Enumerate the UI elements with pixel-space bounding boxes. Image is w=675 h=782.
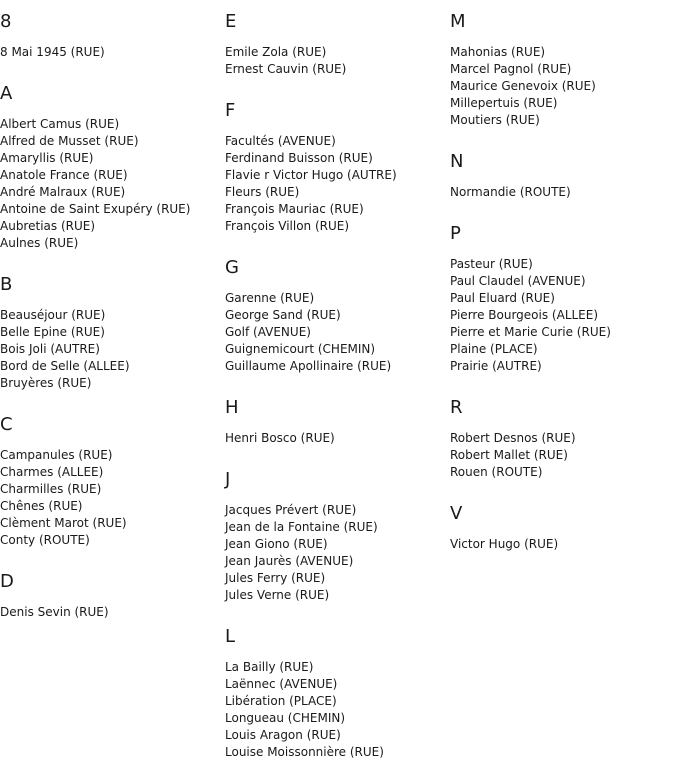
street-link[interactable]: Flavie r Victor Hugo (AUTRE) bbox=[225, 168, 397, 182]
street-link[interactable]: Millepertuis (RUE) bbox=[450, 96, 558, 110]
street-link[interactable]: Libération (PLACE) bbox=[225, 694, 337, 708]
street-link[interactable]: Marcel Pagnol (RUE) bbox=[450, 62, 572, 76]
section-letter-heading: J bbox=[225, 469, 231, 490]
street-link[interactable]: Laënnec (AVENUE) bbox=[225, 677, 338, 691]
street-link[interactable]: Normandie (ROUTE) bbox=[450, 185, 571, 199]
street-link[interactable]: Emile Zola (RUE) bbox=[225, 45, 327, 59]
street-link[interactable]: Chênes (RUE) bbox=[0, 499, 83, 513]
letter-section bbox=[0, 82, 220, 252]
street-link[interactable]: Denis Sevin (RUE) bbox=[0, 605, 109, 619]
street-column-1 bbox=[0, 10, 220, 642]
street-link[interactable]: 8 Mai 1945 (RUE) bbox=[0, 45, 105, 59]
street-link[interactable]: Belle Epine (RUE) bbox=[0, 325, 105, 339]
letter-section bbox=[225, 10, 445, 78]
street-link[interactable]: Bord de Selle (ALLEE) bbox=[0, 359, 130, 373]
street-link[interactable]: Fleurs (RUE) bbox=[225, 185, 300, 199]
street-link[interactable]: Moutiers (RUE) bbox=[450, 113, 540, 127]
street-link[interactable]: Jean de la Fontaine (RUE) bbox=[225, 520, 378, 534]
street-column-3 bbox=[450, 10, 670, 574]
street-link[interactable]: Bois Joli (AUTRE) bbox=[0, 342, 100, 356]
street-link[interactable]: Jacques Prévert (RUE) bbox=[225, 503, 357, 517]
street-link[interactable]: Prairie (AUTRE) bbox=[450, 359, 542, 373]
street-link[interactable]: Pasteur (RUE) bbox=[450, 257, 533, 271]
letter-section bbox=[225, 396, 445, 447]
section-letter-heading: 8 bbox=[0, 11, 12, 32]
street-link[interactable]: Robert Desnos (RUE) bbox=[450, 431, 576, 445]
street-link[interactable]: Aubretias (RUE) bbox=[0, 219, 96, 233]
street-column-2 bbox=[225, 10, 445, 782]
street-link[interactable]: Paul Eluard (RUE) bbox=[450, 291, 555, 305]
street-link[interactable]: Charmilles (RUE) bbox=[0, 482, 102, 496]
letter-section bbox=[225, 468, 445, 604]
street-link[interactable]: Charmes (ALLEE) bbox=[0, 465, 104, 479]
street-link[interactable]: Robert Mallet (RUE) bbox=[450, 448, 568, 462]
section-letter-heading: N bbox=[450, 151, 464, 172]
street-link[interactable]: Jules Verne (RUE) bbox=[225, 588, 330, 602]
street-link[interactable]: La Bailly (RUE) bbox=[225, 660, 314, 674]
section-letter-heading: H bbox=[225, 397, 239, 418]
section-letter-heading: P bbox=[450, 223, 461, 244]
street-link[interactable]: Beauséjour (RUE) bbox=[0, 308, 106, 322]
street-link[interactable]: Campanules (RUE) bbox=[0, 448, 113, 462]
street-link[interactable]: Garenne (RUE) bbox=[225, 291, 315, 305]
street-link[interactable]: Maurice Genevoix (RUE) bbox=[450, 79, 596, 93]
street-link[interactable]: Clèment Marot (RUE) bbox=[0, 516, 127, 530]
letter-section bbox=[450, 502, 670, 553]
street-link[interactable]: Antoine de Saint Exupéry (RUE) bbox=[0, 202, 191, 216]
section-letter-heading: L bbox=[225, 626, 236, 647]
street-link[interactable]: Ernest Cauvin (RUE) bbox=[225, 62, 347, 76]
street-link[interactable]: Longueau (CHEMIN) bbox=[225, 711, 346, 725]
letter-section bbox=[450, 10, 670, 129]
section-letter-heading: A bbox=[0, 83, 13, 104]
section-letter-heading: D bbox=[0, 571, 14, 592]
letter-section bbox=[0, 413, 220, 549]
section-letter-heading: B bbox=[0, 274, 13, 295]
street-link[interactable]: André Malraux (RUE) bbox=[0, 185, 126, 199]
street-link[interactable]: Victor Hugo (RUE) bbox=[450, 537, 559, 551]
street-link[interactable]: François Mauriac (RUE) bbox=[225, 202, 364, 216]
street-link[interactable]: Bruyères (RUE) bbox=[0, 376, 92, 390]
letter-section bbox=[0, 10, 220, 61]
street-link[interactable]: Plaine (PLACE) bbox=[450, 342, 538, 356]
letter-section bbox=[0, 273, 220, 392]
section-letter-heading: R bbox=[450, 397, 463, 418]
section-letter-heading: F bbox=[225, 100, 236, 121]
section-letter-heading: M bbox=[450, 11, 466, 32]
letter-section bbox=[225, 625, 445, 761]
letter-section bbox=[450, 150, 670, 201]
street-link[interactable]: Conty (ROUTE) bbox=[0, 533, 90, 547]
street-link[interactable]: Amaryllis (RUE) bbox=[0, 151, 94, 165]
letter-section bbox=[450, 222, 670, 375]
section-letter-heading: E bbox=[225, 11, 237, 32]
section-letter-heading: V bbox=[450, 503, 463, 524]
street-link[interactable]: Jean Giono (RUE) bbox=[225, 537, 328, 551]
letter-section bbox=[450, 396, 670, 481]
street-link[interactable]: Jean Jaurès (AVENUE) bbox=[225, 554, 354, 568]
street-link[interactable]: Facultés (AVENUE) bbox=[225, 134, 336, 148]
letter-section bbox=[0, 570, 220, 621]
street-link[interactable]: Aulnes (RUE) bbox=[0, 236, 79, 250]
street-link[interactable]: Anatole France (RUE) bbox=[0, 168, 128, 182]
street-link[interactable]: Mahonias (RUE) bbox=[450, 45, 546, 59]
street-link[interactable]: George Sand (RUE) bbox=[225, 308, 341, 322]
street-link[interactable]: Jules Ferry (RUE) bbox=[225, 571, 326, 585]
street-link[interactable]: Rouen (ROUTE) bbox=[450, 465, 543, 479]
street-link[interactable]: Guignemicourt (CHEMIN) bbox=[225, 342, 376, 356]
section-letter-heading: G bbox=[225, 257, 239, 278]
street-link[interactable]: Pierre et Marie Curie (RUE) bbox=[450, 325, 611, 339]
street-link[interactable]: Henri Bosco (RUE) bbox=[225, 431, 335, 445]
street-link[interactable]: Albert Camus (RUE) bbox=[0, 117, 120, 131]
street-link[interactable]: Ferdinand Buisson (RUE) bbox=[225, 151, 373, 165]
section-letter-heading: C bbox=[0, 414, 13, 435]
street-link[interactable]: Guillaume Apollinaire (RUE) bbox=[225, 359, 392, 373]
letter-section bbox=[225, 99, 445, 235]
street-link[interactable]: François Villon (RUE) bbox=[225, 219, 350, 233]
letter-section bbox=[225, 256, 445, 375]
street-link[interactable]: Golf (AVENUE) bbox=[225, 325, 311, 339]
street-link[interactable]: Alfred de Musset (RUE) bbox=[0, 134, 139, 148]
street-link[interactable]: Pierre Bourgeois (ALLEE) bbox=[450, 308, 599, 322]
street-link[interactable]: Paul Claudel (AVENUE) bbox=[450, 274, 586, 288]
street-link[interactable]: Louis Aragon (RUE) bbox=[225, 728, 341, 742]
street-link[interactable]: Louise Moissonnière (RUE) bbox=[225, 745, 384, 759]
